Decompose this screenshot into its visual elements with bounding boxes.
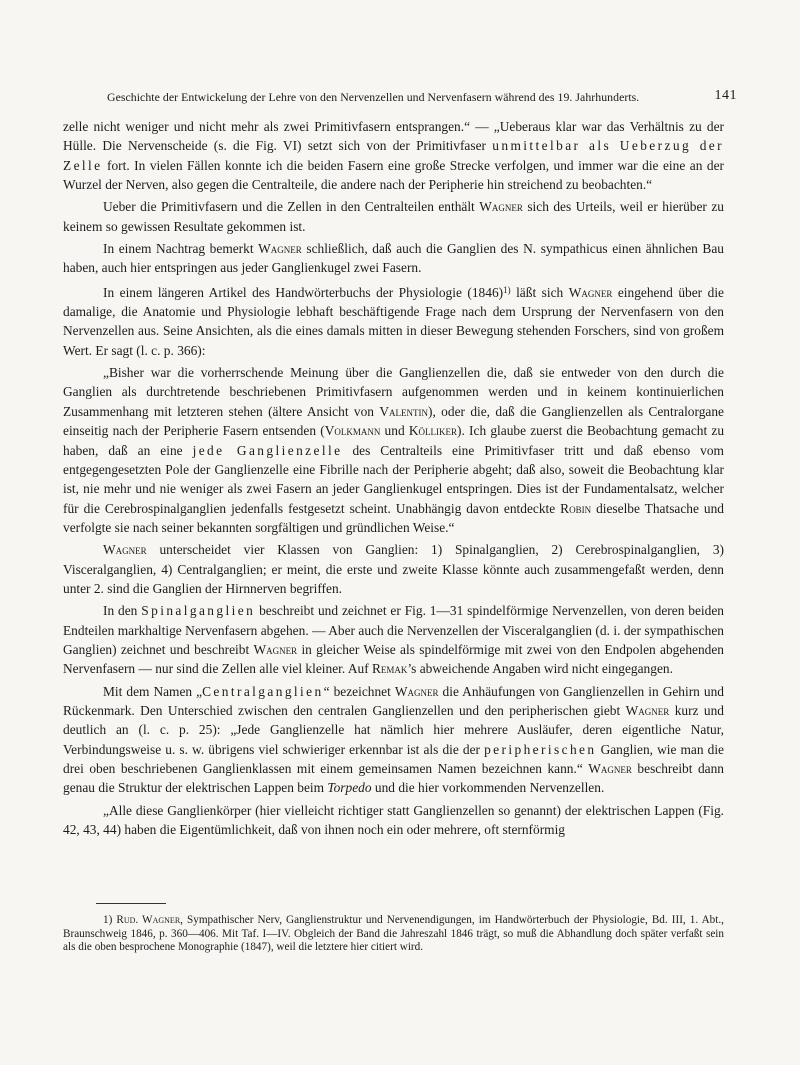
- paragraph: [63, 281, 724, 360]
- text-run: „Alle diese Ganglienkörper (hier vielleicht richtiger statt Ganglienzellen so genannt) der elektrischen Lappen (Fig. 42, 43, 44) haben die Eigentümlichkeit, daß von ihnen noch ein oder mehrere, oft sternförmig: [63, 802, 724, 838]
- paragraph: [63, 239, 724, 278]
- text-run: „Bisher war die vorherrschende Meinung über die Ganglienzellen die, daß sie entweder von den durch die Ganglien als durchtretende beschriebenen Primitivfasern aufgenommen werden und in keinem kontinuierlichen Zusammenhang mit letzteren stehen (ältere Ansicht von: [63, 365, 724, 419]
- author-name: Wagner: [568, 284, 613, 300]
- text-run: ). Ich glaube zuerst die Beobachtung gemacht zu haben, daß an eine: [63, 423, 725, 458]
- text-run: des Centralteils eine Primitivfaser tritt und daß ebenso vom entgegengesetzten Pole der Ganglienzelle eine Fibrille nach der Peripherie abgeht; daß also, soweit die Beobachtung klar ist, nie mehr und nie weniger als zwei Fasern an jeder Ganglienkugel entspringen. Dies ist der Fundamentalsatz, welcher für die Cerebrospinalganglien jedenfalls festgesetzt scheint. Unabhängig davon entdeckte: [63, 442, 724, 516]
- text-run: fort. In vielen Fällen konnte ich die beiden Fasern eine große Strecke verfolgen, und immer war die eine an der Wurzel der Nerven, also gegen die Centralteile, die andere nach der Peripherie hin streichend zu beobachten.“: [63, 157, 724, 193]
- author-name: Wagner: [258, 241, 302, 257]
- author-name: Remak: [372, 661, 408, 677]
- text-run: sich des Urteils, weil er hierüber zu keinem so gewissen Resultate gekommen ist.: [63, 199, 724, 234]
- text-run: In einem Nachtrag bemerkt: [103, 241, 259, 257]
- paragraph: [63, 801, 724, 840]
- text-run: In einem längeren Artikel des Handwörterbuchs der Physiologie (1846): [103, 284, 504, 300]
- text-run: ), oder die, daß die Ganglienzellen als Centralorgane einseitig nach der Peripherie Fasern entsenden (: [63, 403, 725, 439]
- paragraph: [63, 682, 724, 798]
- text-run: schließlich, daß auch die Ganglien des N. sympathicus einen ähnlichen Bau haben, auch hier entspringen aus jeder Ganglienkugel zwei Fasern.: [63, 241, 724, 276]
- running-title: Geschichte der Entwickelung der Lehre von den Nervenzellen und Nervenfasern während des 19. Jahrhunderts.: [107, 90, 640, 104]
- spaced-emphasis: peripherischen: [484, 741, 597, 757]
- text-run: läßt sich: [510, 284, 569, 300]
- author-name: Wagner: [394, 683, 439, 699]
- footnote: [63, 914, 724, 955]
- spaced-emphasis: jede Ganglienzelle: [192, 442, 343, 458]
- spaced-emphasis: Spinalganglien: [141, 603, 256, 619]
- text-run: Mit dem Namen „: [103, 683, 203, 699]
- main-text: [63, 117, 724, 842]
- text-run: eingehend über die damalige, die Anatomie und Physiologie lebhaft beschäftigende Frage nach dem Ursprung der Nervenfasern von den Nervenzellen aus. Seine Ansichten, als die eines damals mitten in dieser Bewegung stehenden Forschers, sind von großem Wert. Er sagt (l. c. p. 366):: [63, 284, 724, 358]
- text-run: beschreibt dann genau die Struktur der elektrischen Lappen beim: [63, 761, 724, 796]
- author-name: Wagner: [588, 761, 632, 776]
- author-name: Wagner: [479, 199, 523, 215]
- text-run: “ bezeichnet: [323, 683, 395, 699]
- author-name: Wagner: [103, 542, 147, 558]
- footnote-reference: 1): [503, 284, 511, 295]
- text-run: In den: [103, 603, 142, 619]
- text-run: kurz und deutlich an (l. c. p. 25): „Jede Ganglienzelle hat nämlich hier mehrere Ausläufer, deren eigentliche Natur, Verbindungsweise u. s. w. übrigens viel schwieriger erkennbar ist als die der: [63, 702, 724, 757]
- author-name: Wagner: [253, 641, 298, 657]
- text-run: und: [380, 423, 409, 439]
- paragraph: [63, 540, 724, 598]
- running-header: [107, 90, 737, 105]
- footnote-mark: 1): [103, 914, 117, 926]
- text-run: , Sympathischer Nerv, Ganglienstruktur und Nervenendigungen, im Handwörterbuch der Physiologie, Bd. III, 1. Abt., Braunschweig 1846, p. 360—406. Mit Taf. I—IV. Obgleich der Band die Jahreszahl 1846 trägt, so muß die Abhandlung doch später verfaßt sein als die oben besprochene Monographie (1847), weil die letztere hier citiert wird.: [63, 914, 724, 954]
- text-run: dieselbe Thatsache und verfolgte sie nach seiner bekannten sorgfältigen und gründlichen Weise.“: [63, 500, 724, 535]
- spaced-emphasis: Centralganglien: [202, 683, 324, 699]
- text-run: ’s abweichende Angaben wird nicht eingegangen.: [407, 661, 673, 677]
- author-name: Kölliker: [408, 423, 458, 439]
- text-run: zelle nicht weniger und nicht mehr als zwei Primitivfasern entsprangen.“ — „Ueberaus klar war das Verhältnis zu der Hülle. Die Nervenscheide (s. die Fig. VI) setzt sich von der Primitivfaser: [63, 119, 724, 154]
- text-run: Ueber die Primitivfasern und die Zellen in den Centralteilen enthält: [103, 199, 480, 215]
- text-run: unterscheidet vier Klassen von Ganglien: 1) Spinalganglien, 2) Cerebrospinalganglien, 3) Visceralganglien, 4) Centralganglien; er meint, die erste und zweite Klasse könnte auch zusammengefaßt werden, denn unter 2. sind die Ganglien der Hirnnerven begriffen.: [63, 542, 724, 596]
- page-number: 141: [714, 88, 737, 103]
- text-run: Ganglien, wie man die drei oben beschriebenen Ganglienklassen mit einem gemeinsamen Namen bezeichnen kann.“: [63, 741, 724, 776]
- paragraph: [63, 363, 724, 537]
- spaced-emphasis: unmittelbar als Ueberzug der Zelle: [63, 138, 724, 173]
- footnote-divider: [96, 903, 166, 904]
- author-name: Robin: [560, 500, 592, 516]
- paragraph: [63, 601, 724, 678]
- author-name: Rud. Wagner: [116, 914, 181, 926]
- text-run: und die hier vorkommenden Nervenzellen.: [371, 780, 605, 796]
- paragraph: [63, 117, 724, 194]
- text-run: die Anhäufungen von Ganglienzellen in Gehirn und Rückenmark. Den Unterschied zwischen den centralen Ganglienzellen und den peripherischen giebt: [63, 683, 724, 718]
- paragraph: [63, 197, 724, 236]
- text-run: beschreibt und zeichnet er Fig. 1—31 spindelförmige Nervenzellen, von deren beiden Endteilen markhaltige Nervenfasern abgehen. — Aber auch die Nervenzellen der Visceralganglien (d. i. der sympathischen Ganglien) zeichnet und beschreibt: [63, 603, 724, 657]
- author-name: Volkmann: [324, 423, 381, 439]
- author-name: Valentin: [379, 403, 429, 419]
- author-name: Wagner: [625, 702, 670, 718]
- italic-term: Torpedo: [327, 780, 372, 796]
- text-run: in gleicher Weise als spindelförmige mit zwei von den Endpolen abgehenden Nervenfasern — nur sind die Zellen alle viel kleiner. Auf: [63, 641, 724, 677]
